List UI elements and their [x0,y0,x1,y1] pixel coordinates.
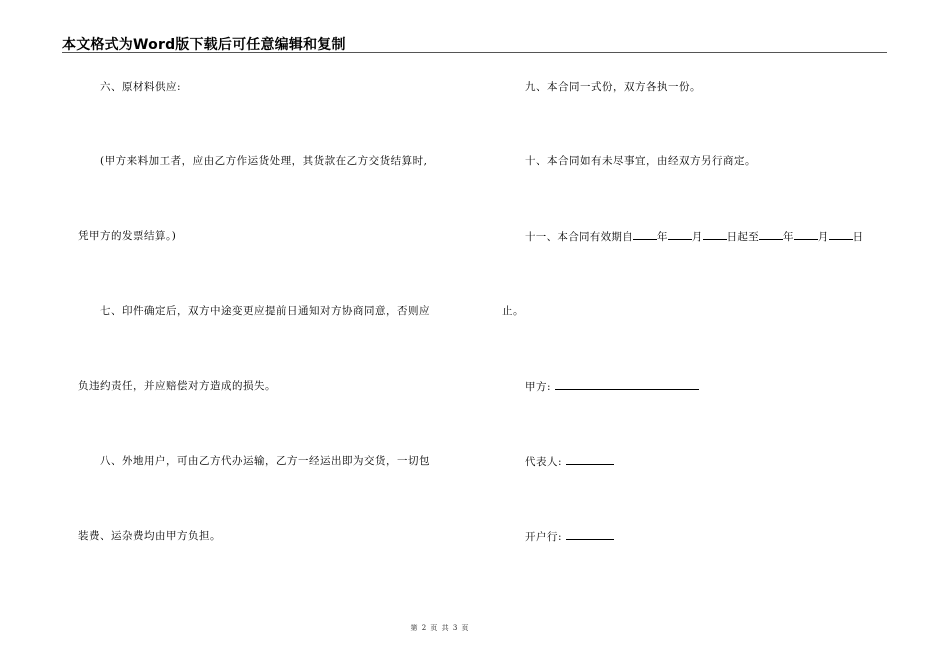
end-year-blank [759,229,783,240]
clause-11-end: 止。 [502,305,524,317]
clause-9: 九、本合同一式份，双方各执一份。 [525,81,701,93]
clause-8-line-2: 装费、运杂费均由甲方负担。 [78,530,221,542]
representative-blank [566,454,614,465]
bank-field [525,529,614,544]
party-a-label: 甲方: [525,381,552,393]
clause-6-line-1: (甲方来料加工者，应由乙方作运货处理，其货款在乙方交货结算时, [100,155,428,167]
start-month-label: 月 [691,231,703,243]
party-a-blank [555,379,699,390]
end-month-label: 月 [817,231,829,243]
header-divider [62,52,887,53]
page-number-footer: 第 2 页 共 3 页 [410,624,470,632]
bank-blank [566,529,614,540]
clause-7-line-1: 七、印件确定后，双方中途变更应提前日通知对方协商同意，否则应 [100,305,430,317]
party-a-field [525,379,699,394]
end-day-blank [829,229,853,240]
end-day-label: 日 [852,231,864,243]
start-year-blank [633,229,657,240]
bank-label: 开户行: [525,531,563,543]
document-header-title: 本文格式为Word版下载后可任意编辑和复制 [62,37,346,53]
clause-11-validity-period [525,229,863,244]
clause-8-line-1: 八、外地用户，可由乙方代办运输，乙方一经运出即为交货，一切包 [100,455,430,467]
start-year-label: 年 [657,231,668,243]
start-month-blank [668,229,692,240]
start-day-label: 日起至 [726,231,760,243]
clause-11-prefix: 十一、本合同有效期自 [525,231,633,243]
representative-label: 代表人: [525,456,563,468]
start-day-blank [703,229,727,240]
representative-field [525,454,614,469]
clause-6-heading: 六、原材料供应: [100,81,182,93]
clause-10: 十、本合同如有未尽事宜，由经双方另行商定。 [525,155,756,167]
clause-7-line-2: 负违约责任，并应赔偿对方造成的损失。 [78,380,276,392]
end-month-blank [794,229,818,240]
end-year-label: 年 [783,231,794,243]
clause-6-line-2: 凭甲方的发票结算。) [78,230,177,242]
